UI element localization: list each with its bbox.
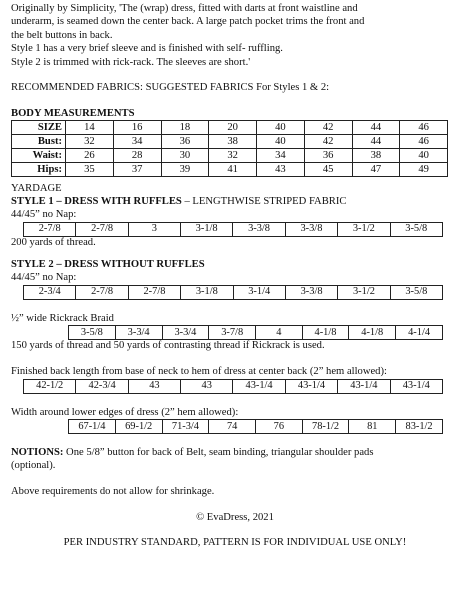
table-cell: 43-1/4	[285, 379, 337, 393]
table-cell: 3-3/8	[233, 222, 285, 236]
width-label: Width around lower edges of dress (2” hem allowed):	[11, 406, 239, 418]
table-cell: 81	[349, 420, 396, 434]
back-length-label: Finished back length from base of neck to hem of dress at center back (2” hem allowed):	[11, 366, 387, 378]
notions-text: One 5/8” button for back of Belt, seam binding, triangular shoulder pads	[63, 447, 374, 459]
notions-text-continued: (optional).	[11, 460, 56, 472]
intro-line: Style 1 has a very brief sleeve and is finished with self- ruffling.	[11, 43, 283, 55]
intro-paragraph	[11, 2, 459, 69]
table-cell: 3-3/8	[285, 222, 337, 236]
style1-heading	[11, 196, 459, 209]
table-cell: 40	[400, 149, 448, 163]
table-cell: 4-1/8	[302, 326, 349, 340]
table-cell: 3	[128, 222, 180, 236]
table-cell: 3-1/2	[338, 285, 390, 299]
table-cell: 3-3/4	[115, 326, 162, 340]
table-cell: 78-1/2	[302, 420, 349, 434]
table-cell: 16	[113, 121, 161, 135]
table-cell: 36	[161, 135, 209, 149]
table-cell: 38	[352, 149, 400, 163]
style1-title: STYLE 1 – DRESS WITH RUFFLES	[11, 196, 182, 208]
table-cell: 4-1/4	[396, 326, 443, 340]
table-cell: 44	[352, 135, 400, 149]
table-cell: 35	[66, 163, 114, 177]
rickrack-label: ½” wide Rickrack Braid	[11, 312, 114, 324]
shrinkage-note: Above requirements do not allow for shrinkage.	[11, 485, 215, 497]
table-cell: 42-1/2	[24, 379, 76, 393]
rickrack-table	[68, 325, 443, 340]
table-cell: 3-1/8	[180, 222, 232, 236]
notions-label: NOTIONS:	[11, 447, 64, 459]
table-cell: 37	[113, 163, 161, 177]
table-cell: 3-1/8	[181, 285, 233, 299]
table-row	[12, 163, 448, 177]
table-cell: 43-1/4	[233, 379, 285, 393]
table-cell: 4-1/8	[349, 326, 396, 340]
fabrics-line: RECOMMENDED FABRICS: SUGGESTED FABRICS For Styles 1 & 2:	[11, 82, 330, 94]
table-row	[12, 149, 448, 163]
table-cell: 3-1/2	[338, 222, 390, 236]
yardage-heading: YARDAGE	[11, 183, 62, 195]
table-cell: 42-3/4	[76, 379, 128, 393]
table-cell: 71-3/4	[162, 420, 209, 434]
table-cell: 32	[66, 135, 114, 149]
table-cell: 3-3/4	[162, 326, 209, 340]
table-cell: 2-3/4	[24, 285, 76, 299]
style1-nap-label: 44/45” no Nap:	[11, 208, 77, 220]
table-cell: 14	[66, 121, 114, 135]
table-row	[69, 326, 443, 340]
table-cell: 2-7/8	[76, 285, 128, 299]
table-cell: 76	[256, 420, 303, 434]
table-cell: 36	[304, 149, 352, 163]
table-cell: 20	[209, 121, 257, 135]
style2-heading: STYLE 2 – DRESS WITHOUT RUFFLES	[11, 259, 205, 271]
row-label: SIZE	[12, 121, 66, 135]
table-cell: 49	[400, 163, 448, 177]
table-row	[12, 135, 448, 149]
row-label: Bust:	[12, 135, 66, 149]
table-cell: 43	[181, 379, 233, 393]
row-label: Waist:	[12, 149, 66, 163]
style2-nap-label: 44/45” no Nap:	[11, 271, 77, 283]
table-cell: 2-7/8	[128, 285, 180, 299]
table-cell: 4	[256, 326, 303, 340]
table-cell: 43	[257, 163, 305, 177]
table-cell: 2-7/8	[76, 222, 128, 236]
table-cell: 26	[66, 149, 114, 163]
table-cell: 83-1/2	[396, 420, 443, 434]
table-cell: 67-1/4	[69, 420, 116, 434]
style2-thread: 150 yards of thread and 50 yards of contrasting thread if Rickrack is used.	[11, 340, 325, 352]
table-cell: 46	[400, 121, 448, 135]
style1-thread: 200 yards of thread.	[11, 236, 96, 248]
style1-fabric: – LENGTHWISE STRIPED FABRIC	[181, 196, 347, 208]
table-row	[24, 222, 443, 236]
usage-notice: PER INDUSTRY STANDARD, PATTERN IS FOR INDIVIDUAL USE ONLY!	[63, 537, 407, 549]
row-label: Hips:	[12, 163, 66, 177]
intro-line: Originally by Simplicity, 'The (wrap) dress, fitted with darts at front waistline and	[11, 3, 358, 14]
table-cell: 40	[257, 121, 305, 135]
body-measurements-heading: BODY MEASUREMENTS	[11, 107, 135, 119]
intro-line: the belt buttons in back.	[11, 29, 113, 41]
back-length-table	[23, 379, 443, 394]
table-cell: 43-1/4	[390, 379, 442, 393]
table-row	[24, 379, 443, 393]
table-cell: 43-1/4	[338, 379, 390, 393]
table-row	[69, 420, 443, 434]
pattern-document	[11, 2, 459, 550]
table-cell: 3-5/8	[69, 326, 116, 340]
style2-yardage-table	[23, 285, 443, 300]
table-cell: 42	[304, 121, 352, 135]
table-cell: 34	[113, 135, 161, 149]
body-measurements-table	[11, 120, 448, 177]
table-cell: 3-5/8	[390, 222, 442, 236]
table-cell: 32	[209, 149, 257, 163]
table-cell: 3-1/4	[233, 285, 285, 299]
table-row	[12, 121, 448, 135]
table-cell: 74	[209, 420, 256, 434]
table-cell: 28	[113, 149, 161, 163]
table-cell: 69-1/2	[115, 420, 162, 434]
intro-line: Style 2 is trimmed with rick-rack. The sleeves are short.'	[11, 56, 251, 68]
table-cell: 3-3/8	[285, 285, 337, 299]
style1-yardage-table	[23, 222, 443, 237]
table-cell: 46	[400, 135, 448, 149]
width-table	[68, 419, 443, 434]
table-cell: 34	[257, 149, 305, 163]
table-cell: 41	[209, 163, 257, 177]
intro-line: underarm, is seamed down the center back. A large patch pocket trims the front and	[11, 16, 365, 28]
table-cell: 3-7/8	[209, 326, 256, 340]
table-cell: 45	[304, 163, 352, 177]
table-cell: 3-5/8	[390, 285, 442, 299]
table-cell: 42	[304, 135, 352, 149]
table-cell: 2-7/8	[24, 222, 76, 236]
table-cell: 43	[128, 379, 180, 393]
table-row	[24, 285, 443, 299]
table-cell: 18	[161, 121, 209, 135]
table-cell: 44	[352, 121, 400, 135]
notions-line	[11, 447, 459, 460]
table-cell: 38	[209, 135, 257, 149]
table-cell: 39	[161, 163, 209, 177]
table-cell: 30	[161, 149, 209, 163]
table-cell: 40	[257, 135, 305, 149]
copyright: © EvaDress, 2021	[196, 511, 274, 523]
table-cell: 47	[352, 163, 400, 177]
